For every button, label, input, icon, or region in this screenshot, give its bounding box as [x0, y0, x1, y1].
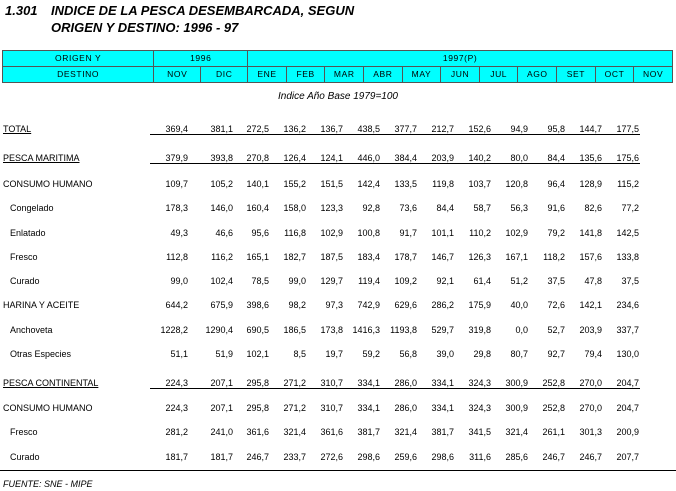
table-cell: 241,0 — [210, 427, 233, 437]
table-cell: 341,5 — [468, 427, 491, 437]
table-cell: 0,0 — [515, 325, 528, 335]
table-cell: 321,4 — [505, 427, 528, 437]
table-cell: 146,0 — [210, 203, 233, 213]
title-block — [5, 2, 354, 36]
table-cell: 19,7 — [325, 349, 343, 359]
table-cell: 246,7 — [542, 452, 565, 462]
table-cell: 295,8 — [246, 403, 269, 413]
table-cell: 112,8 — [166, 252, 188, 262]
table-cell: 295,8 — [246, 378, 269, 388]
table-cell: 270,0 — [579, 403, 602, 413]
table-cell: 98,2 — [288, 300, 306, 310]
table-cell: 438,5 — [357, 124, 380, 134]
table-row — [0, 151, 676, 165]
table-cell: 298,6 — [431, 452, 454, 462]
table-cell: 165,1 — [246, 252, 269, 262]
table-cell: 181,7 — [210, 452, 233, 462]
header-origin-top: ORIGEN Y — [3, 51, 154, 67]
table-cell: 204,7 — [616, 403, 639, 413]
table-cell: 133,5 — [394, 179, 417, 189]
table-cell: 157,6 — [579, 252, 602, 262]
table-row — [0, 376, 676, 390]
table-cell: 207,1 — [210, 378, 233, 388]
table-cell: 123,3 — [320, 203, 343, 213]
row-label: CONSUMO HUMANO — [3, 403, 93, 413]
table-cell: 183,4 — [357, 252, 380, 262]
table-cell: 301,3 — [579, 427, 602, 437]
table-cell: 271,2 — [283, 378, 306, 388]
table-cell: 690,5 — [246, 325, 269, 335]
table-cell: 233,7 — [283, 452, 306, 462]
table-cell: 381,7 — [431, 427, 454, 437]
row-label: PESCA CONTINENTAL — [3, 378, 99, 388]
table-cell: 742,9 — [357, 300, 380, 310]
table-cell: 92,8 — [362, 203, 380, 213]
table-cell: 102,9 — [505, 228, 528, 238]
table-cell: 181,7 — [165, 452, 188, 462]
table-cell: 8,5 — [293, 349, 306, 359]
table-cell: 361,6 — [246, 427, 269, 437]
table-row — [0, 201, 676, 215]
table-cell: 102,9 — [320, 228, 343, 238]
table-cell: 118,2 — [543, 252, 565, 262]
table-cell: 144,7 — [579, 124, 602, 134]
table-cell: 109,2 — [394, 276, 417, 286]
table-cell: 116,2 — [211, 252, 233, 262]
total-underline — [150, 134, 640, 135]
title-line-1 — [5, 2, 354, 19]
table-cell: 95,8 — [547, 124, 565, 134]
table-cell: 51,9 — [215, 349, 233, 359]
table-cell: 146,7 — [431, 252, 454, 262]
source-note: FUENTE: SNE - MIPE — [3, 479, 93, 489]
footer-rule — [0, 470, 676, 471]
table-cell: 310,7 — [320, 403, 343, 413]
table-cell: 101,1 — [431, 228, 454, 238]
table-cell: 1193,8 — [390, 325, 417, 335]
table-cell: 398,6 — [246, 300, 269, 310]
table-cell: 158,0 — [283, 203, 306, 213]
table-cell: 310,7 — [320, 378, 343, 388]
row-label: Fresco — [10, 427, 38, 437]
table-cell: 73,6 — [399, 203, 417, 213]
table-cell: 393,8 — [210, 153, 233, 163]
table-cell: 155,2 — [283, 179, 306, 189]
table-cell: 337,7 — [616, 325, 639, 335]
table-row — [0, 274, 676, 288]
row-label: CONSUMO HUMANO — [3, 179, 93, 189]
table-cell: 186,5 — [283, 325, 306, 335]
table-cell: 384,4 — [394, 153, 417, 163]
header-month: AGO — [518, 67, 557, 83]
table-cell: 99,0 — [170, 276, 188, 286]
row-label: Congelado — [10, 203, 54, 213]
table-cell: 224,3 — [165, 403, 188, 413]
table-cell: 369,4 — [165, 124, 188, 134]
table-cell: 78,5 — [251, 276, 269, 286]
table-cell: 175,9 — [468, 300, 491, 310]
table-cell: 39,0 — [436, 349, 454, 359]
table-cell: 286,0 — [394, 403, 417, 413]
table-cell: 29,8 — [473, 349, 491, 359]
table-cell: 178,7 — [394, 252, 417, 262]
table-cell: 298,6 — [357, 452, 380, 462]
table-cell: 321,4 — [283, 427, 306, 437]
base-index-note: Indice Año Base 1979=100 — [277, 91, 398, 102]
table-cell: 102,1 — [246, 349, 269, 359]
table-cell: 100,8 — [357, 228, 380, 238]
table-cell: 79,4 — [584, 349, 602, 359]
table-cell: 1416,3 — [352, 325, 380, 335]
header-month: OCT — [595, 67, 634, 83]
table-cell: 77,2 — [621, 203, 639, 213]
table-cell: 91,7 — [399, 228, 417, 238]
table-cell: 115,2 — [617, 179, 639, 189]
table-row — [0, 122, 676, 136]
table-cell: 99,0 — [288, 276, 306, 286]
header-month: MAR — [325, 67, 364, 83]
table-cell: 207,7 — [616, 452, 639, 462]
table-cell: 126,3 — [468, 252, 491, 262]
table-cell: 234,6 — [616, 300, 639, 310]
table-title: INDICE DE LA PESCA DESEMBARCADA, SEGUN — [51, 3, 355, 18]
table-cell: 130,0 — [616, 349, 639, 359]
table-cell: 246,7 — [246, 452, 269, 462]
table-row — [0, 425, 676, 439]
table-cell: 252,8 — [542, 378, 565, 388]
table-cell: 84,4 — [547, 153, 565, 163]
table-cell: 103,7 — [468, 179, 491, 189]
table-cell: 381,1 — [210, 124, 233, 134]
table-cell: 110,2 — [469, 228, 491, 238]
table-cell: 82,6 — [584, 203, 602, 213]
table-cell: 49,3 — [170, 228, 188, 238]
table-cell: 246,7 — [579, 452, 602, 462]
table-cell: 40,0 — [510, 300, 528, 310]
table-cell: 281,2 — [165, 427, 188, 437]
table-cell: 529,7 — [431, 325, 454, 335]
table-cell: 72,6 — [547, 300, 565, 310]
table-cell: 142,5 — [616, 228, 639, 238]
table-row — [0, 323, 676, 337]
header-month: MAY — [402, 67, 441, 83]
table-cell: 200,9 — [616, 427, 639, 437]
table-cell: 79,2 — [547, 228, 565, 238]
table-cell: 141,8 — [579, 228, 602, 238]
header-month: SET — [557, 67, 596, 83]
table-cell: 102,4 — [210, 276, 233, 286]
table-cell: 37,5 — [621, 276, 639, 286]
table-row — [0, 298, 676, 312]
table-cell: 259,6 — [394, 452, 417, 462]
header-month: JUL — [479, 67, 518, 83]
table-cell: 286,2 — [431, 300, 454, 310]
table-cell: 173,8 — [320, 325, 343, 335]
table-row — [0, 250, 676, 264]
table-cell: 135,6 — [579, 153, 602, 163]
table-cell: 334,1 — [431, 378, 454, 388]
total-underline — [150, 163, 640, 164]
table-cell: 381,7 — [357, 427, 380, 437]
table-cell: 95,6 — [251, 228, 269, 238]
table-subtitle: ORIGEN Y DESTINO: 1996 - 97 — [51, 20, 239, 35]
table-cell: 128,9 — [579, 179, 602, 189]
table-cell: 1290,4 — [205, 325, 233, 335]
header-month: NOV — [634, 67, 673, 83]
table-cell: 204,7 — [616, 378, 639, 388]
table-row — [0, 226, 676, 240]
table-cell: 91,6 — [547, 203, 565, 213]
table-cell: 261,1 — [542, 427, 565, 437]
table-cell: 47,8 — [584, 276, 602, 286]
row-label: Curado — [10, 452, 40, 462]
table-cell: 379,9 — [165, 153, 188, 163]
table-cell: 133,8 — [616, 252, 639, 262]
table-cell: 119,8 — [432, 179, 454, 189]
table-cell: 151,5 — [320, 179, 343, 189]
header-month: ABR — [364, 67, 403, 83]
table-cell: 446,0 — [357, 153, 380, 163]
table-cell: 270,0 — [579, 378, 602, 388]
row-label: Fresco — [10, 252, 38, 262]
header-origin-bottom: DESTINO — [3, 67, 154, 83]
table-cell: 178,3 — [165, 203, 188, 213]
table-cell: 286,0 — [394, 378, 417, 388]
table-row — [0, 347, 676, 361]
table-cell: 51,1 — [170, 349, 188, 359]
table-cell: 175,6 — [616, 153, 639, 163]
table-cell: 92,7 — [547, 349, 565, 359]
table-row — [0, 177, 676, 191]
table-cell: 140,1 — [246, 179, 269, 189]
column-header — [2, 50, 673, 83]
header-month: FEB — [286, 67, 325, 83]
table-cell: 59,2 — [362, 349, 380, 359]
table-cell: 319,8 — [468, 325, 491, 335]
table-cell: 324,3 — [468, 378, 491, 388]
header-year-1997: 1997(P) — [248, 51, 673, 67]
header-month: DIC — [201, 67, 248, 83]
table-cell: 119,4 — [358, 276, 380, 286]
row-label: TOTAL — [3, 124, 32, 134]
table-cell: 136,2 — [283, 124, 306, 134]
header-month: ENE — [248, 67, 287, 83]
table-cell: 37,5 — [547, 276, 565, 286]
table-cell: 142,1 — [579, 300, 602, 310]
table-cell: 187,5 — [320, 252, 343, 262]
table-cell: 300,9 — [505, 378, 528, 388]
table-cell: 160,4 — [246, 203, 269, 213]
table-cell: 675,9 — [210, 300, 233, 310]
row-label: PESCA MARITIMA — [3, 153, 80, 163]
row-label: Otras Especies — [10, 349, 72, 359]
table-cell: 92,1 — [436, 276, 454, 286]
header-month: JUN — [441, 67, 480, 83]
row-label: Enlatado — [10, 228, 46, 238]
table-cell: 56,8 — [399, 349, 417, 359]
table-row — [0, 450, 676, 464]
table-cell: 136,7 — [320, 124, 343, 134]
table-cell: 120,8 — [505, 179, 528, 189]
table-cell: 152,6 — [468, 124, 491, 134]
table-cell: 97,3 — [325, 300, 343, 310]
table-cell: 334,1 — [357, 378, 380, 388]
footer — [0, 470, 676, 491]
table-cell: 80,0 — [510, 153, 528, 163]
table-cell: 272,5 — [246, 124, 269, 134]
table-cell: 321,4 — [394, 427, 417, 437]
table-cell: 51,2 — [510, 276, 528, 286]
table-cell: 252,8 — [542, 403, 565, 413]
table-cell: 311,6 — [469, 452, 491, 462]
table-cell: 271,2 — [283, 403, 306, 413]
table-cell: 84,4 — [436, 203, 454, 213]
table-cell: 142,4 — [357, 179, 380, 189]
table-cell: 105,2 — [210, 179, 233, 189]
header-month: NOV — [154, 67, 201, 83]
table-cell: 177,5 — [616, 124, 639, 134]
table-cell: 377,7 — [394, 124, 417, 134]
table-row — [0, 401, 676, 415]
table-cell: 94,9 — [510, 124, 528, 134]
table-cell: 46,6 — [215, 228, 233, 238]
table-cell: 80,7 — [510, 349, 528, 359]
table-cell: 361,6 — [320, 427, 343, 437]
table-cell: 96,4 — [547, 179, 565, 189]
row-label: HARINA Y ACEITE — [3, 300, 80, 310]
table-number: 1.301 — [5, 3, 38, 18]
header-year-1996: 1996 — [154, 51, 248, 67]
table-cell: 224,3 — [165, 378, 188, 388]
total-underline — [150, 388, 640, 389]
table-cell: 56,3 — [510, 203, 528, 213]
table-cell: 285,6 — [505, 452, 528, 462]
table-cell: 109,7 — [165, 179, 188, 189]
table-cell: 140,2 — [468, 153, 491, 163]
table-cell: 334,1 — [431, 403, 454, 413]
table-cell: 126,4 — [283, 153, 306, 163]
row-label: Anchoveta — [10, 325, 53, 335]
table-cell: 272,6 — [320, 452, 343, 462]
table-cell: 52,7 — [547, 325, 565, 335]
table-cell: 212,7 — [431, 124, 454, 134]
table-cell: 124,1 — [320, 153, 343, 163]
table-cell: 182,7 — [283, 252, 306, 262]
row-label: Curado — [10, 276, 40, 286]
table-cell: 324,3 — [468, 403, 491, 413]
table-cell: 270,8 — [246, 153, 269, 163]
table-cell: 334,1 — [357, 403, 380, 413]
table-cell: 167,1 — [505, 252, 528, 262]
table-cell: 644,2 — [165, 300, 188, 310]
table-cell: 58,7 — [473, 203, 491, 213]
table-cell: 203,9 — [431, 153, 454, 163]
table-cell: 203,9 — [579, 325, 602, 335]
table-cell: 61,4 — [473, 276, 491, 286]
table-cell: 116,8 — [284, 228, 306, 238]
table-cell: 207,1 — [210, 403, 233, 413]
table-cell: 300,9 — [505, 403, 528, 413]
table-cell: 129,7 — [320, 276, 343, 286]
table-cell: 1228,2 — [160, 325, 188, 335]
table-cell: 629,6 — [394, 300, 417, 310]
